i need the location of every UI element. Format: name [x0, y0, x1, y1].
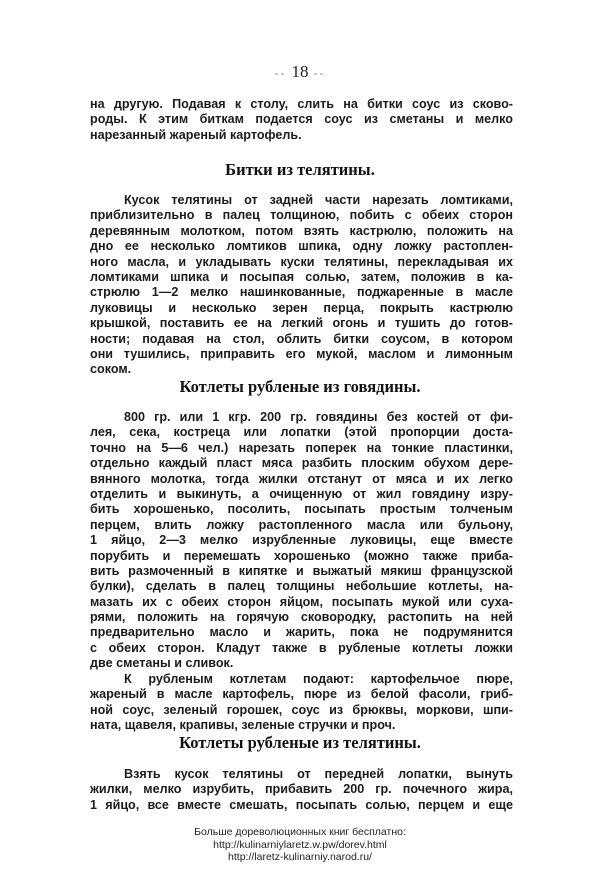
text-line: ного масла, и укладывать куски телятины, перекладывая их [90, 254, 513, 269]
text-line: точно на 5—6 чел.) нарезать поперек на тонкие пластинки, [90, 440, 513, 455]
text-line: приблизительно в палец толщиною, побить с обеих сторон [90, 208, 513, 223]
text-line: бить хорошенько, посолить, посыпать простым толченым [90, 502, 513, 517]
text-line: рями, положить на горячую сковородку, растопить на ней [90, 610, 513, 625]
text-line: 1 яйцо, все вместе смешать, посыпать солью, перцем и еще [90, 797, 513, 812]
text-line: две сметаны и сливок. [90, 656, 234, 671]
text-line: крышкой, поставить ее на легкий огонь и тушить до готов- [90, 316, 513, 331]
text-line: булки), сделать в палец толщины небольшие котлеты, на- [90, 579, 513, 594]
text-line: соком. [90, 362, 132, 377]
footer-line: Больше дореволюционных книг бесплатно: [194, 826, 406, 838]
text-line: К рубленым котлетам подают: картофельчое пюре, [124, 672, 513, 686]
text-line: вить размоченный в кипятке и выжатый мякиш французской [90, 563, 513, 578]
text-line: вянного молотка, тогда жилки отстанут от мяса и их легко [90, 471, 513, 486]
text-line: 1 яйцо, 2—3 мелко изрубленные луковицы, еще вместе [90, 533, 513, 548]
text-line: предварительно масло и жарить, пока не подрумянится [90, 625, 513, 640]
text-line: Кусок телятины от задней части нарезать ломтиками, [124, 193, 513, 207]
section-paragraph-serving [90, 672, 513, 734]
text-line: отделить и выкинуть, а очищенную от жил говядину изру- [90, 486, 513, 501]
text-line: ната, щавеля, крапивы, зеленые стручки и проч. [90, 718, 396, 733]
section-paragraph [90, 767, 513, 813]
footer-link[interactable]: http://laretz-kulinarniy.narod.ru/ [228, 851, 372, 863]
text-line: жилки, мелко изрубить, прибавить 200 гр. почечного жира, [90, 782, 513, 797]
text-line: нарезанный жареный картофель. [90, 127, 302, 142]
text-line: они тушились, приправить его мукой, маслом и лимонным [90, 346, 513, 361]
footer-link[interactable]: http://kulinarniylaretz.w.pw/dorev.html [213, 838, 387, 851]
text-line: порубить и перемешать хорошенько (можно также приба- [90, 548, 513, 563]
text-line: с обеих сторон. Кладут также в рубленые котлеты ложки [90, 640, 513, 655]
text-line: ной соус, зеленый горошек, соус из брюквы, моркови, шпи- [90, 702, 513, 717]
text-line: дно ее несколько ломтиков шпика, одну ложку растоплен- [90, 239, 513, 254]
section-heading-beef-cutlets: Котлеты рубленые из говядины. [179, 377, 421, 396]
intro-paragraph [90, 97, 513, 143]
section-heading-veal-cutlets: Котлеты рубленые из телятины. [179, 733, 421, 752]
text-line: стрюлю 1—2 мелко нашинкованные, поджаренные в масле [90, 285, 513, 300]
text-line: роды. К этим биткам подается соус из сметаны и мелко [90, 112, 513, 127]
page-number-suffix: -- [308, 66, 326, 80]
text-line: жареный в масле картофель, пюре из белой фасоли, гриб- [90, 687, 513, 702]
text-line: мазать их с обеих сторон яйцом, посыпать мукой или суха- [90, 594, 513, 609]
text-line: лея, сека, костреца или лопатки (этой пропорции доста- [90, 425, 513, 440]
text-line: ломтиками шпика и посыпая солью, затем, положив в ка- [90, 269, 513, 284]
footer-note [0, 826, 600, 864]
page-number-prefix: -- [274, 66, 292, 80]
text-line: перцем, влить ложку растопленного масла или бульону, [90, 517, 513, 532]
page-number-value: 18 [291, 62, 309, 81]
section-paragraph [90, 193, 513, 378]
text-line: деревянным молотком, потом взять кастрюлю, положить на [90, 223, 513, 238]
text-line: луковицы и несколько зерен перца, покрыть кастрюлю [90, 300, 513, 315]
section-paragraph [90, 410, 513, 672]
text-line: ности; подавая на стол, облить битки соусом, в котором [90, 331, 513, 346]
text-line: Взять кусок телятины от передней лопатки, вынуть [124, 767, 513, 781]
text-line: 800 гр. или 1 кгр. 200 гр. говядины без костей от фи- [124, 410, 513, 424]
text-line: на другую. Подавая к столу, слить на битки соус из сково- [90, 97, 513, 111]
section-heading-veal-patties: Битки из телятины. [225, 160, 375, 179]
page-number [0, 62, 600, 82]
text-line: отдельно каждый пласт мяса разбить плоским обухом дере- [90, 456, 513, 471]
